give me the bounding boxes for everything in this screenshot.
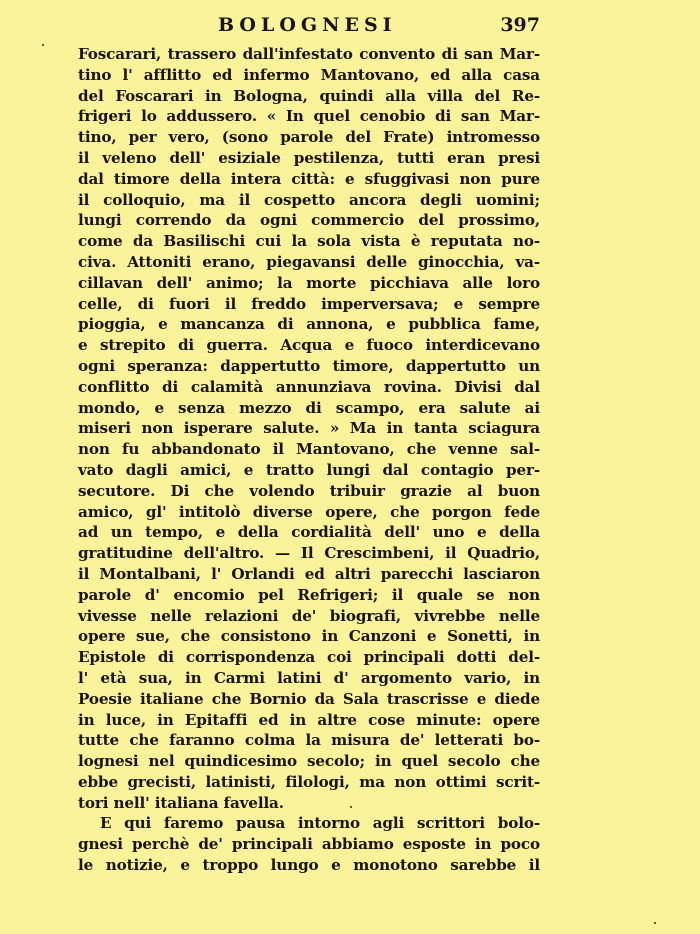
running-head bbox=[78, 12, 540, 38]
text-line: amico, gl' intitolò diverse opere, che porgon fede bbox=[78, 502, 540, 521]
text-line: dal timore della intera città: e sfuggivasi non pure bbox=[78, 169, 540, 188]
text-line: l' età sua, in Carmi latini d' argomento vario, in bbox=[78, 668, 540, 687]
text-line: tino l' afflitto ed infermo Mantovano, ed alla casa bbox=[78, 65, 540, 84]
paper-speck bbox=[350, 806, 352, 808]
text-line: ogni speranza: dappertutto timore, dappertutto un bbox=[78, 356, 540, 375]
text-line: gratitudine dell'altro. — Il Crescimbeni, il Quadrio, bbox=[78, 544, 540, 563]
text-line: secutore. Di che volendo tribuir grazie al buon bbox=[78, 481, 540, 500]
text-line: lognesi nel quindicesimo secolo; in quel secolo che bbox=[78, 752, 540, 771]
text-line: ad un tempo, e della cordialità dell' uno e della bbox=[78, 523, 540, 542]
text-line: non fu abbandonato il Mantovano, che venne sal- bbox=[78, 440, 540, 459]
running-title: BOLOGNESI bbox=[218, 14, 397, 36]
text-line: le notizie, e troppo lungo e monotono sarebbe il bbox=[78, 856, 540, 875]
text-line: cillavan dell' animo; la morte picchiava alle loro bbox=[78, 273, 540, 292]
text-line: vato dagli amici, e tratto lungi dal contagio per- bbox=[78, 460, 540, 479]
text-line: Poesie italiane che Bornio da Sala trascrisse e diede bbox=[78, 689, 540, 708]
text-line: opere sue, che consistono in Canzoni e Sonetti, in bbox=[78, 627, 540, 646]
text-line: in luce, in Epitaffi ed in altre cose minute: opere bbox=[78, 710, 540, 729]
text-line: e strepito di guerra. Acqua e fuoco interdicevano bbox=[78, 336, 540, 355]
text-line: Epistole di corrispondenza coi principali dotti del- bbox=[78, 648, 540, 667]
text-line: come da Basilischi cui la sola vista è reputata no- bbox=[78, 232, 540, 251]
paragraph-first-line: E qui faremo pausa intorno agli scrittori bolo- bbox=[100, 814, 540, 833]
text-line: tori nell' italiana favella. bbox=[78, 793, 284, 812]
text-line: il colloquio, ma il cospetto ancora degli uomini; bbox=[78, 190, 540, 209]
text-line: parole d' encomio pel Refrigeri; il quale se non bbox=[78, 585, 540, 604]
text-line: gnesi perchè de' principali abbiamo esposte in poco bbox=[78, 835, 540, 854]
paper-speck bbox=[42, 44, 44, 46]
text-line: ebbe grecisti, latinisti, filologi, ma non ottimi scrit- bbox=[78, 772, 540, 791]
text-line: celle, di fuori il freddo imperversava; e sempre bbox=[78, 294, 540, 313]
text-line: conflitto di calamità annunziava rovina. Divisi dal bbox=[78, 377, 540, 396]
page-number: 397 bbox=[500, 14, 540, 36]
text-line: tino, per vero, (sono parole del Frate) intromesso bbox=[78, 128, 540, 147]
text-line: il Montalbani, l' Orlandi ed altri parecchi lasciaron bbox=[78, 564, 540, 583]
text-line: vivesse nelle relazioni de' biografi, vivrebbe nelle bbox=[78, 606, 540, 625]
text-line: mondo, e senza mezzo di scampo, era salute ai bbox=[78, 398, 540, 417]
text-line: lungi correndo da ogni commercio del prossimo, bbox=[78, 211, 540, 230]
body-text bbox=[78, 44, 540, 876]
text-line: civa. Attoniti erano, piegavansi delle ginocchia, va- bbox=[78, 252, 540, 271]
text-line: del Foscarari in Bologna, quindi alla villa del Re- bbox=[78, 86, 540, 105]
text-line: Foscarari, trassero dall'infestato convento di san Mar- bbox=[78, 45, 540, 63]
text-line: frigeri lo addussero. « In quel cenobio di san Mar- bbox=[78, 107, 540, 126]
text-line: pioggia, e mancanza di annona, e pubblica fame, bbox=[78, 315, 540, 334]
text-line: il veleno dell' esiziale pestilenza, tutti eran presi bbox=[78, 148, 540, 167]
text-line: tutte che faranno colma la misura de' letterati bo- bbox=[78, 731, 540, 750]
text-line: miseri non isperare salute. » Ma in tanta sciagura bbox=[78, 419, 540, 438]
paper-speck bbox=[654, 922, 656, 924]
